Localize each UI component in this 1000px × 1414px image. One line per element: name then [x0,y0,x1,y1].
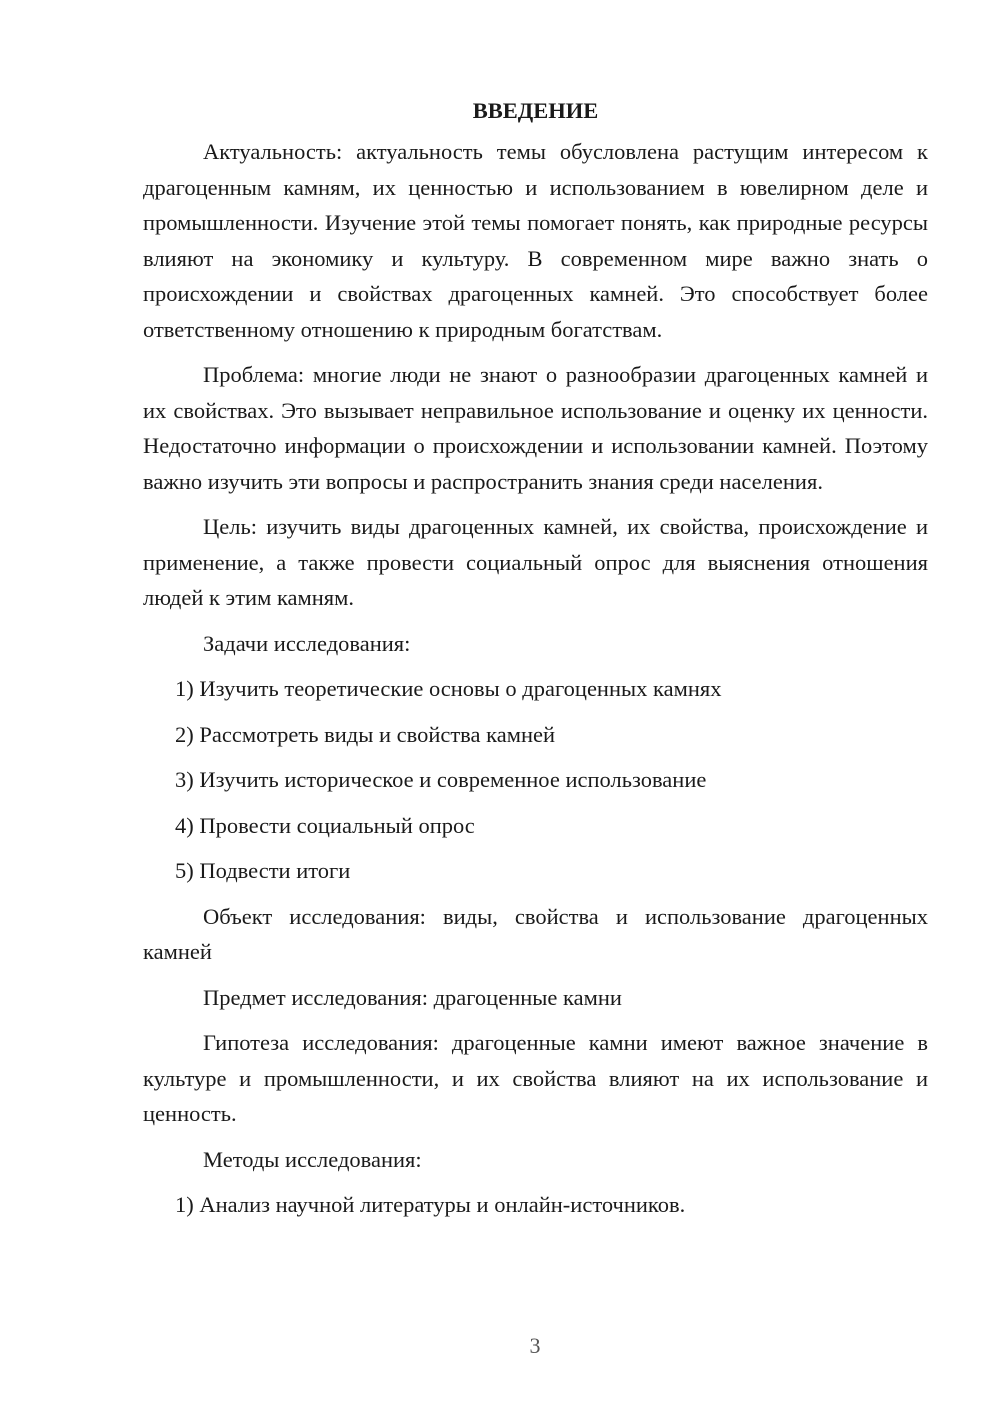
methods-list [143,1187,928,1223]
list-item: 1) Изучить теоретические основы о драгоценных камнях [175,676,722,701]
list-item: 2) Рассмотреть виды и свойства камней [175,721,556,747]
object-paragraph: Объект исследования: виды, свойства и использование драгоценных камней [143,903,928,964]
subject-paragraph: Предмет исследования: драгоценные камни [203,984,622,1010]
list-item: 3) Изучить историческое и современное использование [175,767,707,792]
hypothesis-paragraph: Гипотеза исследования: драгоценные камни имеют важное значение в культуре и промышленности, и их свойства влияют на их использование и ценность. [143,1030,928,1126]
tasks-list [143,671,928,889]
list-item: 1) Анализ научной литературы и онлайн-источников. [175,1192,686,1217]
goal-paragraph: Цель: изучить виды драгоценных камней, их свойства, происхождение и применение, а также провести социальный опрос для выяснения отношения людей к этим камням. [143,514,928,610]
tasks-heading: Задачи исследования: [203,630,411,656]
problem-paragraph: Проблема: многие люди не знают о разнообразии драгоценных камней и их свойствах. Это вызывает неправильное использование и оценку их ценности. Недостаточно информации о происхождении и использовании камней. Поэтому важно изучить эти вопросы и распространить знания среди населения. [143,362,928,494]
relevance-paragraph: Актуальность: актуальность темы обусловлена растущим интересом к драгоценным камням, их ценностью и использованием в ювелирном деле и промышленности. Изучение этой темы помогает понять, как природные ресурсы влияют на экономику и культуру. В современном мире важно знать о происхождении и свойствах драгоценных камней. Это способствует более ответственному отношению к природным богатствам. [143,139,928,342]
methods-heading: Методы исследования: [203,1146,422,1172]
page-number: 3 [529,1333,541,1358]
list-item: 4) Провести социальный опрос [175,812,475,838]
section-title: ВВЕДЕНИЕ [472,98,599,123]
list-item: 5) Подвести итоги [175,858,351,883]
page-content [143,92,928,1233]
